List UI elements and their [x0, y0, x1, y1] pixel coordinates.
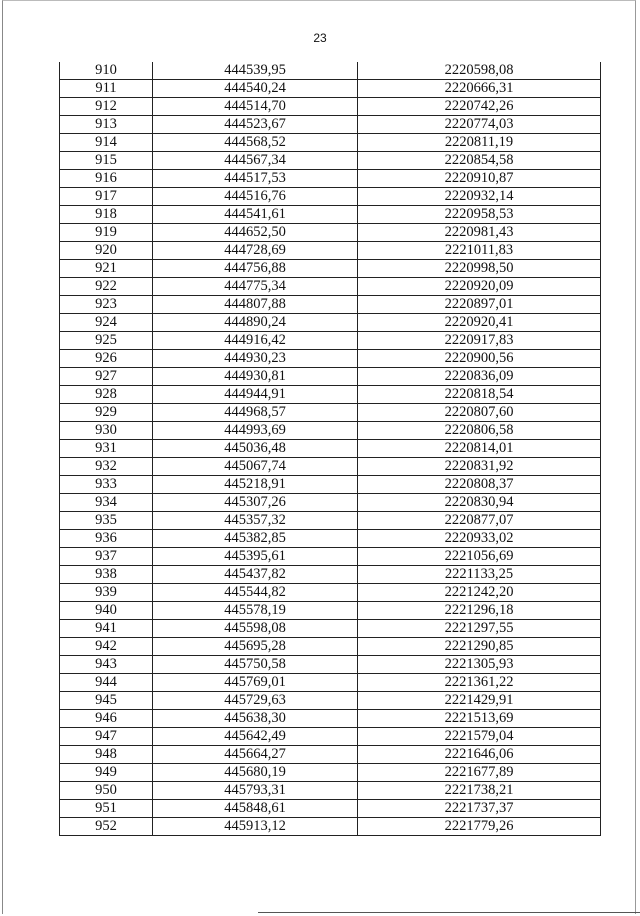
x-coordinate-cell: 445793,31: [153, 782, 358, 800]
y-coordinate-cell: 2220831,92: [358, 458, 601, 476]
table-row: [60, 350, 601, 368]
x-coordinate-cell: 445769,01: [153, 674, 358, 692]
y-coordinate-cell: 2220981,43: [358, 224, 601, 242]
point-number-cell: 924: [60, 314, 153, 332]
table-row: [60, 728, 601, 746]
x-coordinate-cell: 445598,08: [153, 620, 358, 638]
point-number-cell: 935: [60, 512, 153, 530]
x-coordinate-cell: 445437,82: [153, 566, 358, 584]
point-number-cell: 920: [60, 242, 153, 260]
table-row: [60, 386, 601, 404]
y-coordinate-cell: 2221737,37: [358, 800, 601, 818]
x-coordinate-cell: 444568,52: [153, 134, 358, 152]
y-coordinate-cell: 2221290,85: [358, 638, 601, 656]
table-row: [60, 80, 601, 98]
table-row: [60, 260, 601, 278]
table-row: [60, 224, 601, 242]
y-coordinate-cell: 2220811,19: [358, 134, 601, 152]
table-row: [60, 602, 601, 620]
y-coordinate-cell: 2220920,09: [358, 278, 601, 296]
y-coordinate-cell: 2221056,69: [358, 548, 601, 566]
y-coordinate-cell: 2220900,56: [358, 350, 601, 368]
table-row: [60, 206, 601, 224]
table-row: [60, 692, 601, 710]
page-bottom-rule: [258, 912, 640, 913]
table-row: [60, 134, 601, 152]
y-coordinate-cell: 2220598,08: [358, 62, 601, 80]
coordinates-table: [59, 62, 601, 836]
y-coordinate-cell: 2221779,26: [358, 818, 601, 836]
table-row: [60, 710, 601, 728]
point-number-cell: 928: [60, 386, 153, 404]
table-row: [60, 512, 601, 530]
x-coordinate-cell: 444541,61: [153, 206, 358, 224]
y-coordinate-cell: 2220933,02: [358, 530, 601, 548]
y-coordinate-cell: 2220666,31: [358, 80, 601, 98]
x-coordinate-cell: 445395,61: [153, 548, 358, 566]
point-number-cell: 931: [60, 440, 153, 458]
point-number-cell: 938: [60, 566, 153, 584]
table-row: [60, 566, 601, 584]
point-number-cell: 950: [60, 782, 153, 800]
y-coordinate-cell: 2221297,55: [358, 620, 601, 638]
x-coordinate-cell: 445750,58: [153, 656, 358, 674]
table-row: [60, 800, 601, 818]
y-coordinate-cell: 2221579,04: [358, 728, 601, 746]
x-coordinate-cell: 445578,19: [153, 602, 358, 620]
y-coordinate-cell: 2220897,01: [358, 296, 601, 314]
table-row: [60, 116, 601, 134]
x-coordinate-cell: 445729,63: [153, 692, 358, 710]
x-coordinate-cell: 445848,61: [153, 800, 358, 818]
x-coordinate-cell: 445680,19: [153, 764, 358, 782]
x-coordinate-cell: 444728,69: [153, 242, 358, 260]
x-coordinate-cell: 444968,57: [153, 404, 358, 422]
table-row: [60, 548, 601, 566]
y-coordinate-cell: 2220806,58: [358, 422, 601, 440]
point-number-cell: 916: [60, 170, 153, 188]
x-coordinate-cell: 445664,27: [153, 746, 358, 764]
y-coordinate-cell: 2221296,18: [358, 602, 601, 620]
point-number-cell: 946: [60, 710, 153, 728]
point-number-cell: 913: [60, 116, 153, 134]
table-row: [60, 530, 601, 548]
x-coordinate-cell: 444807,88: [153, 296, 358, 314]
point-number-cell: 941: [60, 620, 153, 638]
point-number-cell: 933: [60, 476, 153, 494]
point-number-cell: 912: [60, 98, 153, 116]
table-row: [60, 188, 601, 206]
point-number-cell: 951: [60, 800, 153, 818]
point-number-cell: 945: [60, 692, 153, 710]
y-coordinate-cell: 2221133,25: [358, 566, 601, 584]
y-coordinate-cell: 2221242,20: [358, 584, 601, 602]
point-number-cell: 948: [60, 746, 153, 764]
point-number-cell: 947: [60, 728, 153, 746]
x-coordinate-cell: 445913,12: [153, 818, 358, 836]
x-coordinate-cell: 444916,42: [153, 332, 358, 350]
x-coordinate-cell: 444930,23: [153, 350, 358, 368]
y-coordinate-cell: 2220814,01: [358, 440, 601, 458]
x-coordinate-cell: 445544,82: [153, 584, 358, 602]
x-coordinate-cell: 444993,69: [153, 422, 358, 440]
point-number-cell: 918: [60, 206, 153, 224]
x-coordinate-cell: 445642,49: [153, 728, 358, 746]
table-row: [60, 98, 601, 116]
table-row: [60, 152, 601, 170]
point-number-cell: 937: [60, 548, 153, 566]
table-row: [60, 620, 601, 638]
point-number-cell: 911: [60, 80, 153, 98]
x-coordinate-cell: 444652,50: [153, 224, 358, 242]
table-row: [60, 62, 601, 80]
y-coordinate-cell: 2220917,83: [358, 332, 601, 350]
x-coordinate-cell: 444756,88: [153, 260, 358, 278]
y-coordinate-cell: 2220958,53: [358, 206, 601, 224]
table-row: [60, 584, 601, 602]
point-number-cell: 914: [60, 134, 153, 152]
table-row: [60, 314, 601, 332]
table-row: [60, 368, 601, 386]
x-coordinate-cell: 444567,34: [153, 152, 358, 170]
y-coordinate-cell: 2220818,54: [358, 386, 601, 404]
y-coordinate-cell: 2220910,87: [358, 170, 601, 188]
x-coordinate-cell: 444514,70: [153, 98, 358, 116]
table-row: [60, 404, 601, 422]
point-number-cell: 952: [60, 818, 153, 836]
y-coordinate-cell: 2220932,14: [358, 188, 601, 206]
y-coordinate-cell: 2220808,37: [358, 476, 601, 494]
table-row: [60, 746, 601, 764]
point-number-cell: 925: [60, 332, 153, 350]
table-row: [60, 782, 601, 800]
x-coordinate-cell: 444523,67: [153, 116, 358, 134]
x-coordinate-cell: 444516,76: [153, 188, 358, 206]
point-number-cell: 934: [60, 494, 153, 512]
y-coordinate-cell: 2220854,58: [358, 152, 601, 170]
point-number-cell: 926: [60, 350, 153, 368]
point-number-cell: 919: [60, 224, 153, 242]
table-row: [60, 422, 601, 440]
x-coordinate-cell: 445036,48: [153, 440, 358, 458]
y-coordinate-cell: 2221429,91: [358, 692, 601, 710]
point-number-cell: 943: [60, 656, 153, 674]
page-number: 23: [313, 31, 327, 45]
table-row: [60, 638, 601, 656]
point-number-cell: 940: [60, 602, 153, 620]
x-coordinate-cell: 445638,30: [153, 710, 358, 728]
point-number-cell: 921: [60, 260, 153, 278]
point-number-cell: 942: [60, 638, 153, 656]
y-coordinate-cell: 2220920,41: [358, 314, 601, 332]
point-number-cell: 927: [60, 368, 153, 386]
x-coordinate-cell: 444930,81: [153, 368, 358, 386]
x-coordinate-cell: 445382,85: [153, 530, 358, 548]
point-number-cell: 949: [60, 764, 153, 782]
table-row: [60, 656, 601, 674]
point-number-cell: 917: [60, 188, 153, 206]
x-coordinate-cell: 445067,74: [153, 458, 358, 476]
y-coordinate-cell: 2220836,09: [358, 368, 601, 386]
x-coordinate-cell: 445307,26: [153, 494, 358, 512]
y-coordinate-cell: 2221646,06: [358, 746, 601, 764]
y-coordinate-cell: 2221305,93: [358, 656, 601, 674]
x-coordinate-cell: 444890,24: [153, 314, 358, 332]
x-coordinate-cell: 444944,91: [153, 386, 358, 404]
y-coordinate-cell: 2220807,60: [358, 404, 601, 422]
point-number-cell: 922: [60, 278, 153, 296]
y-coordinate-cell: 2220830,94: [358, 494, 601, 512]
point-number-cell: 939: [60, 584, 153, 602]
table-row: [60, 476, 601, 494]
table-row: [60, 440, 601, 458]
point-number-cell: 910: [60, 62, 153, 80]
point-number-cell: 930: [60, 422, 153, 440]
point-number-cell: 929: [60, 404, 153, 422]
y-coordinate-cell: 2221677,89: [358, 764, 601, 782]
table-row: [60, 332, 601, 350]
y-coordinate-cell: 2220774,03: [358, 116, 601, 134]
x-coordinate-cell: 445357,32: [153, 512, 358, 530]
x-coordinate-cell: 445695,28: [153, 638, 358, 656]
table-row: [60, 818, 601, 836]
point-number-cell: 936: [60, 530, 153, 548]
y-coordinate-cell: 2220742,26: [358, 98, 601, 116]
x-coordinate-cell: 445218,91: [153, 476, 358, 494]
table-row: [60, 764, 601, 782]
y-coordinate-cell: 2220998,50: [358, 260, 601, 278]
table-row: [60, 674, 601, 692]
point-number-cell: 915: [60, 152, 153, 170]
table-row: [60, 458, 601, 476]
y-coordinate-cell: 2221738,21: [358, 782, 601, 800]
x-coordinate-cell: 444539,95: [153, 62, 358, 80]
x-coordinate-cell: 444775,34: [153, 278, 358, 296]
x-coordinate-cell: 444517,53: [153, 170, 358, 188]
table-row: [60, 242, 601, 260]
table-row: [60, 170, 601, 188]
y-coordinate-cell: 2221011,83: [358, 242, 601, 260]
y-coordinate-cell: 2220877,07: [358, 512, 601, 530]
x-coordinate-cell: 444540,24: [153, 80, 358, 98]
y-coordinate-cell: 2221513,69: [358, 710, 601, 728]
table-row: [60, 296, 601, 314]
point-number-cell: 923: [60, 296, 153, 314]
point-number-cell: 932: [60, 458, 153, 476]
table-row: [60, 278, 601, 296]
table-row: [60, 494, 601, 512]
point-number-cell: 944: [60, 674, 153, 692]
y-coordinate-cell: 2221361,22: [358, 674, 601, 692]
coordinates-table-body: [60, 62, 601, 836]
